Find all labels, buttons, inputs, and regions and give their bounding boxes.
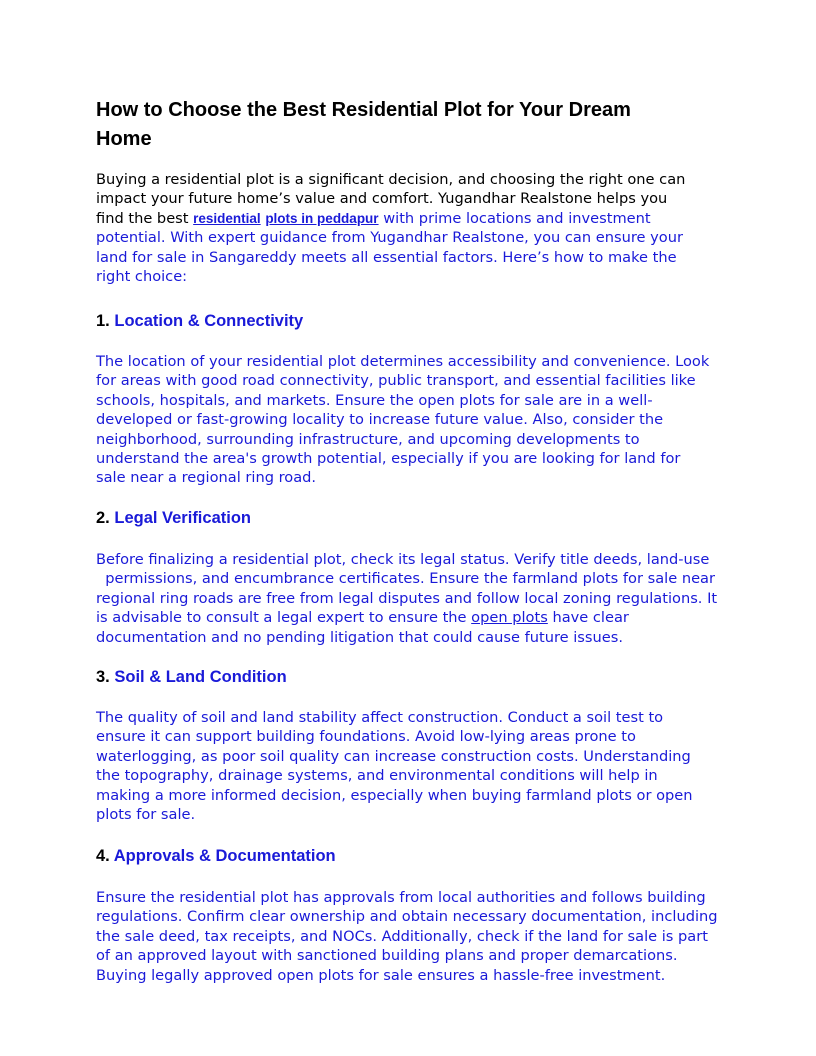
intro-paragraph (96, 170, 685, 286)
text-line: Before finalizing a residential plot, check its legal status. Verify title deeds, land-use (96, 551, 710, 568)
text-line: sale near a regional ring road. (96, 469, 317, 487)
text-line: waterlogging, as poor soil quality can increase construction costs. Understanding (96, 747, 691, 765)
text-line: regional ring roads are free from legal disputes and follow local zoning regulations. It (96, 589, 718, 607)
section-paragraph (96, 888, 718, 985)
text-line: Ensure the residential plot has approvals from local authorities and follows building (96, 889, 706, 906)
section-title: Approvals & Documentation (113, 847, 336, 865)
page-title (96, 96, 696, 154)
section-paragraph (96, 708, 693, 824)
text-line: plots for sale. (96, 806, 196, 824)
text-line: potential. With expert guidance from Yugandhar Realstone, you can ensure your (96, 229, 683, 247)
text-line: the topography, drainage systems, and environmental conditions will help in (96, 767, 658, 785)
plots-in-peddapur-link[interactable]: plots in peddapur (265, 210, 379, 226)
section-heading (96, 508, 251, 528)
section-title: Legal Verification (114, 509, 251, 527)
text-line: documentation and no pending litigation that could cause future issues. (96, 628, 623, 646)
text-line (96, 608, 717, 627)
text-line: understand the area's growth potential, especially if you are looking for land for (96, 450, 681, 468)
text-line: The quality of soil and land stability affect construction. Conduct a soil test to (96, 709, 664, 726)
section-heading (96, 311, 303, 331)
section-number: 3. (96, 668, 110, 686)
text-line: The location of your residential plot determines accessibility and convenience. Look (96, 353, 710, 370)
section-number: 2. (96, 509, 110, 527)
text-line: for areas with good road connectivity, public transport, and essential facilities like (96, 372, 696, 390)
title-line: How to Choose the Best Residential Plot for Your Dream (96, 99, 631, 121)
section-number: 1. (96, 312, 110, 330)
open-plots-link[interactable]: open plots (471, 609, 548, 627)
residential-link[interactable]: residential (193, 210, 261, 226)
section-paragraph (96, 352, 709, 488)
section-paragraph (96, 550, 717, 647)
text-fragment: have clear (547, 609, 629, 627)
section-title: Location & Connectivity (114, 312, 304, 330)
text-line: ensure it can support building foundations. Avoid low-lying areas prone to (96, 728, 636, 746)
section-heading (96, 667, 287, 687)
text-line: developed or fast-growing locality to increase future value. Also, consider the (96, 411, 664, 429)
text-line (96, 209, 685, 228)
text-line: Buying a residential plot is a significant decision, and choosing the right one can (96, 171, 686, 188)
text-line: the sale deed, tax receipts, and NOCs. Additionally, check if the land for sale is part (96, 927, 708, 945)
text-fragment: find the best (96, 209, 194, 227)
text-line: permissions, and encumbrance certificates. Ensure the farmland plots for sale near (96, 570, 715, 588)
text-line: schools, hospitals, and markets. Ensure the open plots for sale are in a well- (96, 391, 653, 409)
section-number: 4. (96, 847, 110, 865)
title-line: Home (96, 128, 152, 150)
text-fragment: is advisable to consult a legal expert to ensure the (96, 609, 472, 627)
text-line: regulations. Confirm clear ownership and obtain necessary documentation, including (96, 908, 718, 926)
text-fragment: with prime locations and investment (378, 209, 651, 227)
text-line: impact your future home’s value and comfort. Yugandhar Realstone helps you (96, 190, 668, 208)
text-line: making a more informed decision, especially when buying farmland plots or open (96, 786, 693, 804)
text-line: land for sale in Sangareddy meets all essential factors. Here’s how to make the (96, 248, 677, 266)
section-heading (96, 846, 336, 866)
text-line: of an approved layout with sanctioned building plans and proper demarcations. (96, 947, 678, 965)
text-line: neighborhood, surrounding infrastructure, and upcoming developments to (96, 430, 640, 448)
section-title: Soil & Land Condition (114, 668, 287, 686)
text-line: right choice: (96, 268, 188, 286)
text-line: Buying legally approved open plots for sale ensures a hassle-free investment. (96, 966, 666, 984)
